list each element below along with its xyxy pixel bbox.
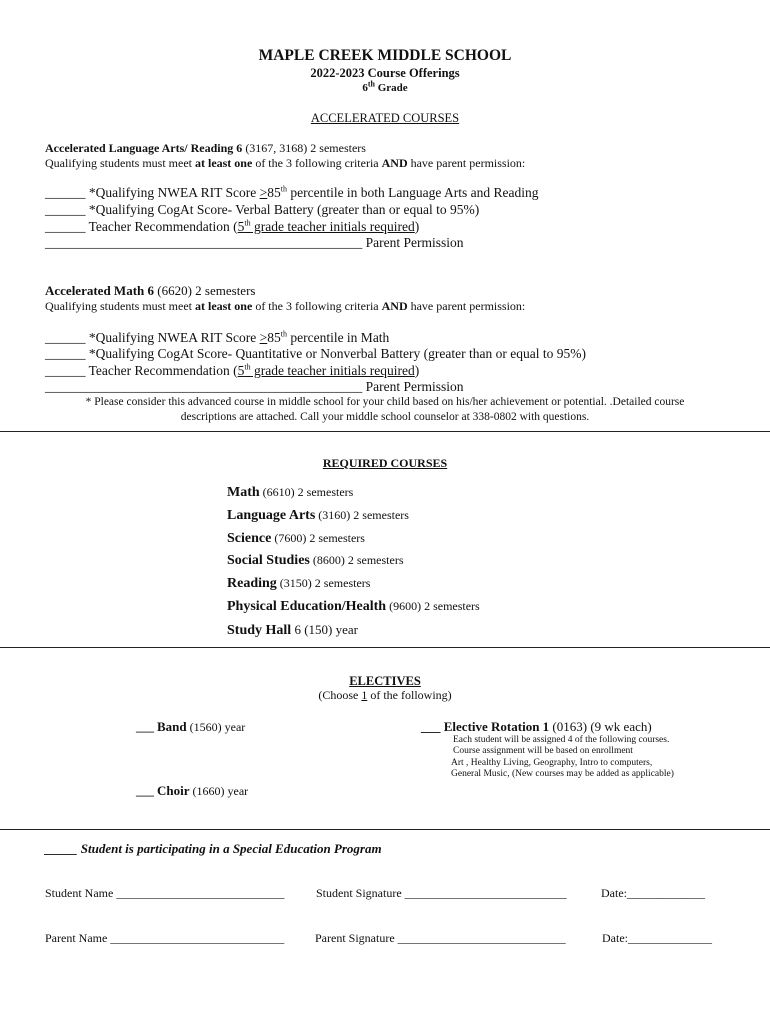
section-divider (0, 431, 770, 432)
accelerated-heading: ACCELERATED COURSES (310, 111, 460, 125)
rotation-note: General Music, (New courses may be added as applicable) (451, 769, 674, 779)
electives-heading: ELECTIVES (349, 674, 421, 688)
section-divider (0, 647, 770, 648)
accel-math-nwea-criterion: ______ *Qualifying NWEA RIT Score >85th percentile in Math (45, 329, 390, 345)
student-date-field[interactable]: Date:_____________ (601, 886, 705, 900)
required-course: Science (7600) 2 semesters (227, 531, 365, 546)
parent-name-field[interactable]: Parent Name _____________________________ (45, 931, 285, 945)
school-name: MAPLE CREEK MIDDLE SCHOOL (258, 47, 512, 64)
accel-la-nwea-criterion: ______ *Qualifying NWEA RIT Score >85th percentile in both Language Arts and Reading (45, 184, 539, 200)
accel-la-teacher-criterion: ______ Teacher Recommendation (5th grade teacher initials required) (45, 218, 420, 234)
required-course: Social Studies (8600) 2 semesters (227, 553, 404, 568)
accel-la-cogat-criterion: ______ *Qualifying CogAt Score- Verbal Battery (greater than or equal to 95%) (45, 202, 480, 217)
rotation-note: Course assignment will be based on enrollment (453, 746, 633, 756)
required-course: Reading (3150) 2 semesters (227, 576, 371, 591)
band-elective: ___ Band (1560) year (136, 719, 246, 734)
elective-rotation: ___ Elective Rotation 1 (0163) (9 wk each) (421, 719, 652, 734)
advanced-course-note-line1: * Please consider this advanced course in middle school for your child based on his/her achievement or potential. .Detailed course (85, 396, 685, 408)
required-course: Physical Education/Health (9600) 2 semesters (227, 599, 480, 614)
parent-signature-field[interactable]: Parent Signature ____________________________ (315, 931, 566, 945)
required-course: Math (6610) 2 semesters (227, 485, 354, 500)
parent-date-field[interactable]: Date:______________ (602, 931, 712, 945)
accel-la-title: Accelerated Language Arts/ Reading 6 (3167, 3168) 2 semesters (45, 141, 366, 155)
section-divider (0, 829, 770, 830)
special-education-checkbox[interactable]: _____ Student is participating in a Special Education Program (45, 841, 382, 856)
accel-math-title: Accelerated Math 6 (6620) 2 semesters (45, 283, 256, 298)
choir-elective: ___ Choir (1660) year (136, 783, 249, 798)
accel-math-criteria-intro: Qualifying students must meet at least one of the 3 following criteria AND have parent permission: (45, 299, 526, 313)
advanced-course-note-line2: descriptions are attached. Call your middle school counselor at 338-0802 with questions. (180, 411, 590, 423)
rotation-note: Art , Healthy Living, Geography, Intro to computers, (451, 758, 653, 768)
student-name-field[interactable]: Student Name ____________________________ (45, 886, 285, 900)
required-course: Study Hall 6 (150) year (227, 622, 358, 638)
accel-math-cogat-criterion: ______ *Qualifying CogAt Score- Quantitative or Nonverbal Battery (greater than or equal to 95%) (45, 346, 586, 361)
required-heading: REQUIRED COURSES (322, 456, 448, 470)
student-signature-field[interactable]: Student Signature ___________________________ (316, 886, 567, 900)
grade-title: 6th Grade (362, 79, 408, 94)
accel-math-parent-permission: _______________________________________________ Parent Permission (45, 379, 464, 394)
required-course: Language Arts (3160) 2 semesters (227, 508, 409, 523)
course-offerings-title: 2022-2023 Course Offerings (310, 66, 460, 80)
electives-choose-note: (Choose 1 of the following) (318, 688, 452, 702)
accel-la-criteria-intro: Qualifying students must meet at least one of the 3 following criteria AND have parent permission: (45, 156, 526, 170)
accel-la-parent-permission: _______________________________________________ Parent Permission (45, 235, 464, 250)
accel-math-teacher-criterion: ______ Teacher Recommendation (5th grade teacher initials required) (45, 362, 420, 378)
rotation-note: Each student will be assigned 4 of the following courses. (453, 735, 670, 745)
